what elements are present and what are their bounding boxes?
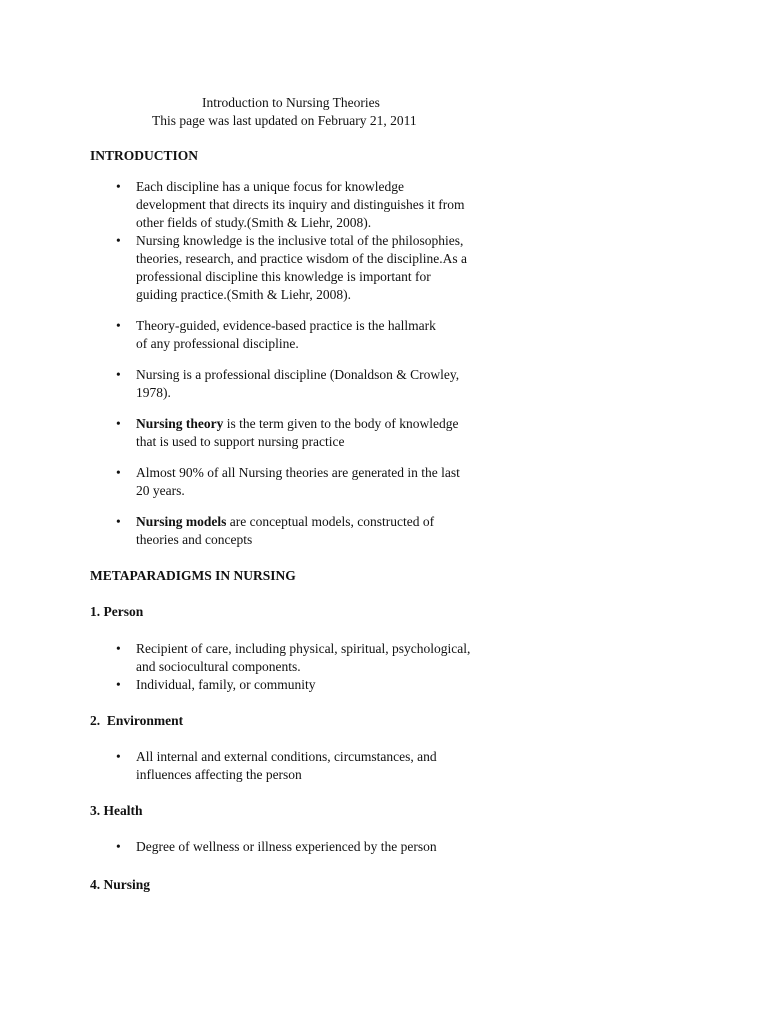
metaparadigms-heading: METAPARADIGMS IN NURSING xyxy=(90,568,296,583)
list-item-text: Each discipline has a unique focus for knowledge xyxy=(136,179,405,194)
intro-list-f xyxy=(116,513,511,549)
bullet-icon: • xyxy=(116,465,121,480)
list-item xyxy=(116,178,511,232)
list-item xyxy=(116,317,511,353)
list-item xyxy=(116,415,511,451)
list-item xyxy=(116,838,511,856)
list-item xyxy=(116,232,511,304)
nursing-heading: 4. Nursing xyxy=(90,877,151,892)
bullet-icon: • xyxy=(116,318,121,333)
environment-list xyxy=(116,748,511,784)
list-item-text: is the term given to the body of knowledge xyxy=(223,416,459,431)
list-item-text: 20 years. xyxy=(136,483,185,498)
list-item-text: of any professional discipline. xyxy=(136,336,299,351)
bullet-icon: • xyxy=(116,641,121,656)
health-list xyxy=(116,838,511,856)
intro-list-e xyxy=(116,464,511,500)
list-item xyxy=(116,366,511,402)
list-item-text: Nursing knowledge is the inclusive total of the philosophies, xyxy=(136,233,464,248)
list-item-text: All internal and external conditions, circumstances, and xyxy=(136,749,437,764)
list-item xyxy=(116,464,511,500)
bullet-icon: • xyxy=(116,749,121,764)
document-title: Introduction to Nursing Theories xyxy=(202,95,380,110)
intro-list-b xyxy=(116,317,511,353)
list-item-text: Individual, family, or community xyxy=(136,677,316,692)
list-item-text: theories and concepts xyxy=(136,532,253,547)
list-item-text: Almost 90% of all Nursing theories are generated in the last xyxy=(136,465,460,480)
person-heading: 1. Person xyxy=(90,604,144,619)
bullet-icon: • xyxy=(116,179,121,194)
list-item-text: and sociocultural components. xyxy=(136,659,301,674)
bullet-icon: • xyxy=(116,677,121,692)
list-item-text: that is used to support nursing practice xyxy=(136,434,345,449)
bullet-icon: • xyxy=(116,839,121,854)
bullet-icon: • xyxy=(116,514,121,529)
bullet-icon: • xyxy=(116,416,121,431)
list-item-text: 1978). xyxy=(136,385,171,400)
list-item-text: development that directs its inquiry and distinguishes it from xyxy=(136,197,465,212)
intro-list-d xyxy=(116,415,511,451)
intro-list-c xyxy=(116,366,511,402)
nursing-theory-term: Nursing theory xyxy=(136,416,224,431)
list-item xyxy=(116,748,511,784)
list-item xyxy=(116,676,511,694)
bullet-icon: • xyxy=(116,367,121,382)
person-list xyxy=(116,640,511,694)
list-item xyxy=(116,640,511,676)
intro-list-a xyxy=(116,178,511,304)
list-item-text: theories, research, and practice wisdom of the discipline.As a xyxy=(136,251,468,266)
introduction-heading: INTRODUCTION xyxy=(90,148,199,163)
list-item-text: influences affecting the person xyxy=(136,767,302,782)
list-item-text: guiding practice.(Smith & Liehr, 2008). xyxy=(136,287,352,302)
list-item-text: Degree of wellness or illness experienced by the person xyxy=(136,839,437,854)
environment-heading: 2. Environment xyxy=(90,713,184,728)
last-updated-text: This page was last updated on February 21, 2011 xyxy=(152,113,417,128)
health-heading: 3. Health xyxy=(90,803,143,818)
list-item-text: Theory-guided, evidence-based practice is the hallmark xyxy=(136,318,436,333)
list-item-text: Recipient of care, including physical, spiritual, psychological, xyxy=(136,641,471,656)
bullet-icon: • xyxy=(116,233,121,248)
nursing-models-term: Nursing models xyxy=(136,514,227,529)
list-item-text: are conceptual models, constructed of xyxy=(226,514,435,529)
list-item-text: professional discipline this knowledge is important for xyxy=(136,269,431,284)
list-item-text: Nursing is a professional discipline (Donaldson & Crowley, xyxy=(136,367,460,382)
list-item xyxy=(116,513,511,549)
list-item-text: other fields of study.(Smith & Liehr, 2008). xyxy=(136,215,372,230)
